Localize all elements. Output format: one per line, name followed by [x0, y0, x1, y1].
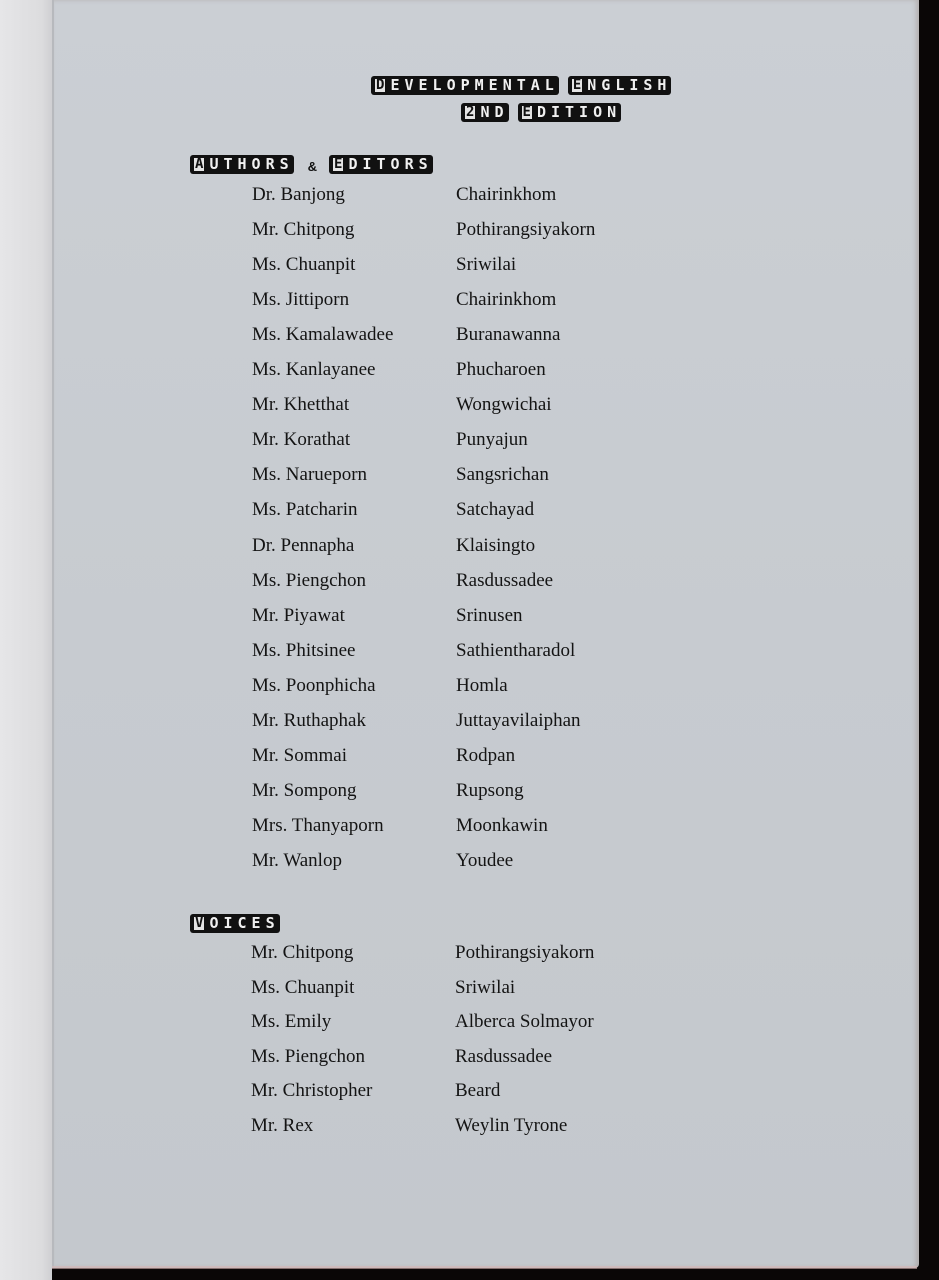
title-word-2nd — [461, 103, 509, 122]
given-name: Dr. Pennapha — [252, 534, 355, 556]
heading-word-authors — [190, 155, 294, 174]
family-name: Srinusen — [456, 604, 523, 626]
heading-letter: G — [601, 76, 614, 94]
heading-letter: E — [520, 104, 534, 121]
heading-letter: C — [237, 914, 250, 932]
section-heading-authors-editors — [190, 155, 433, 174]
heading-letter: O — [446, 76, 459, 94]
heading-letter: L — [432, 76, 445, 94]
given-name: Ms. Chuanpit — [251, 976, 355, 998]
title-word-developmental — [371, 76, 559, 95]
heading-letter: R — [404, 155, 417, 173]
family-name: Sangsrichan — [456, 464, 549, 486]
family-name: Punyajun — [456, 429, 528, 451]
family-name: Juttayavilaiphan — [456, 709, 581, 731]
heading-letter: S — [265, 914, 278, 932]
heading-letter: M — [474, 76, 487, 94]
given-name: Ms. Emily — [251, 1011, 332, 1033]
heading-letter: S — [643, 76, 656, 94]
given-name: Ms. Kamalawadee — [252, 324, 394, 346]
heading-letter: S — [418, 155, 431, 173]
family-name: Youdee — [456, 849, 514, 871]
family-name: Sriwilai — [456, 254, 517, 276]
heading-letter: E — [418, 76, 431, 94]
family-name: Satchayad — [456, 499, 535, 521]
given-name: Ms. Kanlayanee — [252, 359, 376, 381]
family-name: Klaisingto — [456, 534, 536, 556]
given-name: Mr. Chitpong — [251, 942, 354, 963]
heading-letter: H — [237, 155, 250, 173]
heading-letter: D — [494, 103, 507, 121]
title-line-2 — [461, 103, 621, 122]
given-name: Dr. Banjong — [252, 184, 345, 205]
heading-letter: D — [373, 77, 387, 94]
given-name: Ms. Patcharin — [252, 499, 358, 521]
family-name: Moonkawin — [456, 814, 548, 836]
given-name: Mr. Korathat — [252, 429, 351, 451]
family-name: Buranawanna — [456, 324, 561, 346]
heading-letter: O — [593, 103, 606, 121]
heading-letter: N — [587, 76, 600, 94]
heading-letter: H — [657, 76, 670, 94]
heading-letter: T — [516, 76, 529, 94]
heading-letter: L — [615, 76, 628, 94]
given-name: Ms. Phitsinee — [252, 639, 356, 661]
heading-letter: A — [530, 76, 543, 94]
given-name: Ms. Piengchon — [252, 569, 366, 591]
family-name: Rasdussadee — [455, 1045, 553, 1067]
family-name: Phucharoen — [456, 359, 546, 381]
facing-page — [0, 0, 52, 1280]
heading-word-voices — [190, 914, 280, 933]
given-name: Mr. Piyawat — [252, 604, 345, 626]
heading-letter: O — [390, 155, 403, 173]
family-name: Pothirangsiyakorn — [456, 219, 596, 241]
heading-letter: N — [480, 103, 493, 121]
section-heading-voices — [190, 914, 280, 933]
heading-letter: S — [279, 155, 292, 173]
heading-letter: D — [348, 155, 361, 173]
given-name: Mr. Wanlop — [252, 849, 342, 871]
heading-letter: N — [607, 103, 620, 121]
heading-letter: I — [629, 76, 642, 94]
heading-letter: R — [265, 155, 278, 173]
family-name: Wongwichai — [456, 394, 552, 416]
family-name: Rupsong — [456, 779, 524, 801]
family-name: Homla — [456, 674, 508, 696]
given-name: Mrs. Thanyaporn — [252, 814, 384, 836]
heading-letter: E — [331, 156, 345, 173]
family-name: Rasdussadee — [456, 569, 554, 591]
heading-letter: I — [579, 103, 592, 121]
heading-letter: O — [251, 155, 264, 173]
given-name: Mr. Khetthat — [252, 394, 350, 416]
given-name: Ms. Jittiporn — [252, 289, 350, 311]
given-name: Ms. Piengchon — [251, 1045, 365, 1067]
title-word-edition — [518, 103, 622, 122]
page-edge — [52, 1266, 917, 1269]
heading-letter: E — [488, 76, 501, 94]
given-name: Mr. Sommai — [252, 744, 348, 766]
given-name: Ms. Poonphicha — [252, 674, 376, 696]
family-name: Weylin Tyrone — [455, 1115, 568, 1136]
heading-letter: T — [565, 103, 578, 121]
given-name: Mr. Rex — [251, 1115, 314, 1136]
given-name: Mr. Chitpong — [252, 219, 355, 241]
given-name: Ms. Chuanpit — [252, 254, 356, 276]
heading-letter: T — [376, 155, 389, 173]
family-name: Alberca Solmayor — [455, 1011, 594, 1033]
heading-word-editors — [329, 155, 433, 174]
heading-letter: O — [209, 914, 222, 932]
family-name: Sriwilai — [455, 976, 516, 998]
given-name: Mr. Ruthaphak — [252, 709, 366, 731]
heading-letter: I — [550, 103, 563, 121]
heading-letter: N — [502, 76, 515, 94]
heading-ampersand: & — [307, 159, 318, 174]
heading-letter: T — [223, 155, 236, 173]
given-name: Mr. Sompong — [252, 779, 357, 801]
heading-letter: 2 — [463, 104, 477, 121]
family-name: Chairinkhom — [456, 289, 557, 311]
family-name: Pothirangsiyakorn — [455, 942, 595, 963]
family-name: Sathientharadol — [456, 639, 576, 661]
family-name: Rodpan — [456, 744, 516, 766]
heading-letter: V — [192, 915, 206, 932]
heading-letter: I — [223, 914, 236, 932]
heading-letter: E — [570, 77, 584, 94]
title-word-english — [568, 76, 672, 95]
heading-letter: E — [390, 76, 403, 94]
family-name: Beard — [455, 1080, 501, 1102]
title-line-1 — [371, 76, 671, 95]
given-name: Mr. Christopher — [251, 1080, 373, 1102]
heading-letter: I — [362, 155, 375, 173]
heading-letter: V — [404, 76, 417, 94]
given-name: Ms. Narueporn — [252, 464, 368, 486]
heading-letter: P — [460, 76, 473, 94]
heading-letter: A — [192, 156, 206, 173]
heading-letter: U — [209, 155, 222, 173]
family-name: Chairinkhom — [456, 184, 557, 205]
heading-letter: L — [544, 76, 557, 94]
heading-letter: D — [536, 103, 549, 121]
heading-letter: E — [251, 914, 264, 932]
